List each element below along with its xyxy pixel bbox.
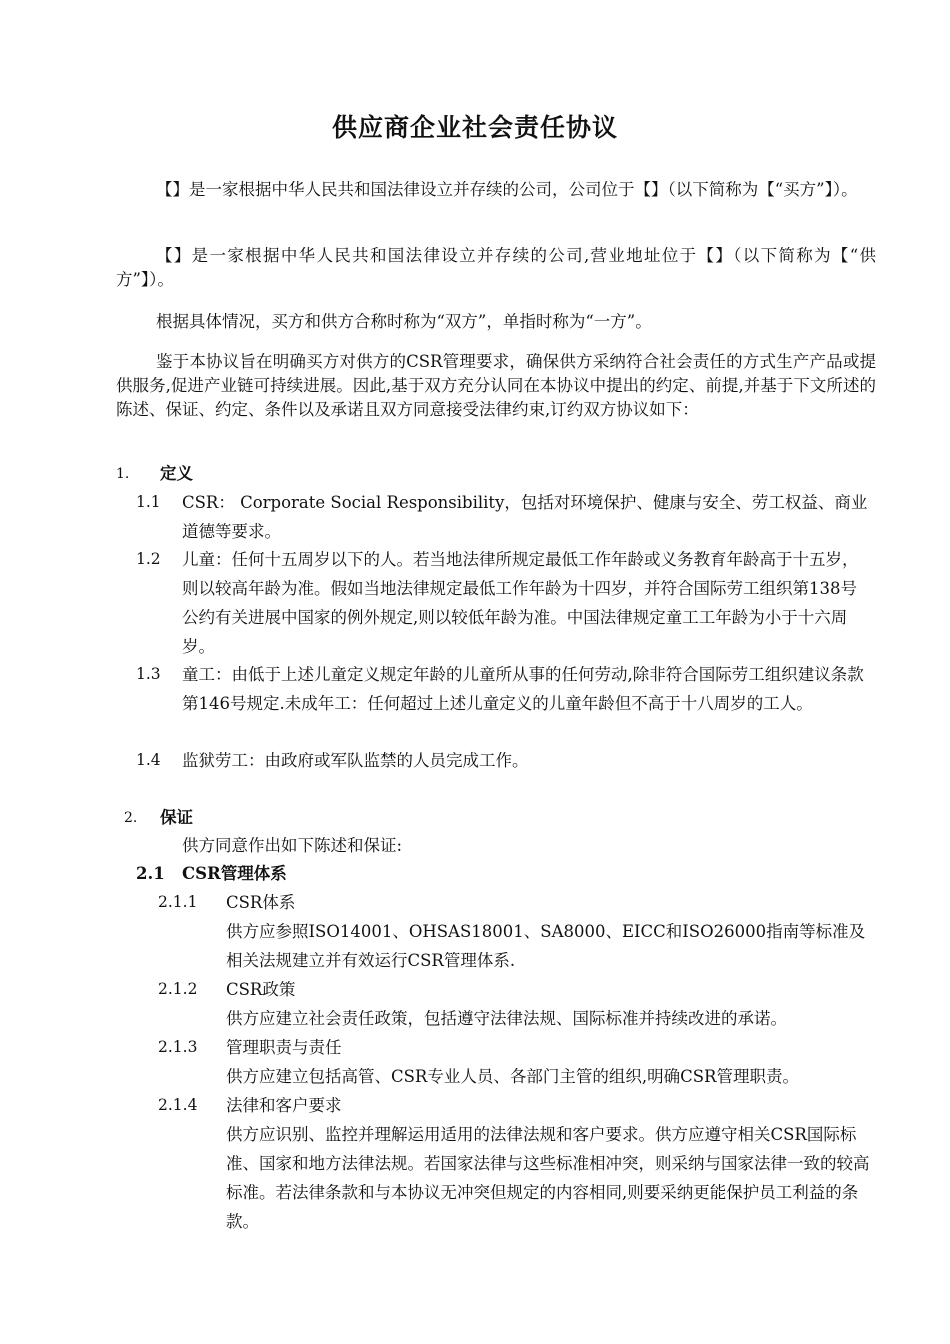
intro-buyer-paragraph: 【】是一家根据中华人民共和国法律设立并存续的公司，公司位于【】（以下简称为【“买方”】）。: [156, 180, 858, 199]
clause-number: 2.1.2: [158, 980, 198, 998]
section-number: 1.: [116, 466, 130, 482]
page-title: 供应商企业社会责任协议: [331, 113, 618, 142]
subsection-number: 2.1: [136, 864, 165, 883]
intro-parties-paragraph: 根据具体情况，买方和供方合称时称为“双方”，单指时称为“一方”。: [156, 312, 652, 331]
clause-text: 供方应识别、监控并理解运用适用的法律法规和客户要求。供方应遵守相关CSR国际标准、国家和地方法律法规。若国家法律与这些标准相冲突，则采纳与国家法律一致的较高标准。若法律条款和与本协议无冲突但规定的内容相同,则要采纳更能保护员工利益的条款。: [226, 1125, 870, 1231]
clause-number: 2.1.1: [158, 893, 198, 911]
section-2-lead: 供方同意作出如下陈述和保证:: [182, 836, 403, 855]
clause-number: 2.1.4: [158, 1096, 198, 1114]
intro-purpose-paragraph: 鉴于本协议旨在明确买方对供方的CSR管理要求，确保供方采纳符合社会责任的方式生产产品或提供服务,促进产业链可持续进展。因此,基于双方充分认同在本协议中提出的约定、前提,并基于下文所述的陈述、保证、约定、条件以及承诺且双方同意接受法律约束,订约双方协议如下：: [116, 352, 876, 419]
clause-title: CSR政策: [226, 980, 296, 999]
item-number: 1.4: [136, 751, 161, 769]
section-1-heading: [116, 462, 416, 486]
item-text: CSR： Corporate Social Responsibility，包括对环境保护、健康与安全、劳工权益、商业道德等要求。: [182, 493, 868, 541]
clause-title: 管理职责与责任: [226, 1038, 342, 1057]
section-title: 定义: [160, 464, 193, 483]
clause-title: 法律和客户要求: [226, 1096, 342, 1115]
item-text: 监狱劳工：由政府或军队监禁的人员完成工作。: [182, 751, 529, 770]
clause-text: 供方应建立包括高管、CSR专业人员、各部门主管的组织,明确CSR管理职责。: [226, 1067, 799, 1086]
section-title: 保证: [160, 808, 193, 827]
subsection-title: CSR管理体系: [182, 864, 287, 883]
item-text: 儿童：任何十五周岁以下的人。若当地法律所规定最低工作年龄或义务教育年龄高于十五岁，则以较高年龄为准。假如当地法律规定最低工作年龄为十四岁，并符合国际劳工组织第138号公约有关进展中国家的例外规定,则以较低年龄为准。中国法律规定童工工年龄为小于十六周岁。: [182, 550, 859, 656]
item-number: 1.1: [136, 493, 161, 511]
clause-text: 供方应参照ISO14001、OHSAS18001、SA8000、EICC和ISO26000指南等标准及相关法规建立并有效运行CSR管理体系.: [226, 922, 866, 970]
item-number: 1.2: [136, 550, 161, 568]
item-text: 童工：由低于上述儿童定义规定年龄的儿童所从事的任何劳动,除非符合国际劳工组织建议条款第146号规定.未成年工：任何超过上述儿童定义的儿童年龄但不高于十八周岁的工人。: [182, 665, 864, 713]
clause-title: CSR体系: [226, 893, 296, 912]
clause-number: 2.1.3: [158, 1038, 198, 1056]
subsection-2-1-heading: [136, 862, 287, 886]
section-2-heading: [124, 806, 424, 830]
item-number: 1.3: [136, 665, 161, 683]
intro-supplier-paragraph: 【】是一家根据中华人民共和国法律设立并存续的公司,营业地址位于【】（以下简称为【“供方”】）。: [116, 246, 876, 289]
section-number: 2.: [124, 810, 138, 826]
clause-text: 供方应建立社会责任政策，包括遵守法律法规、国际标准并持续改进的承诺。: [226, 1009, 787, 1028]
